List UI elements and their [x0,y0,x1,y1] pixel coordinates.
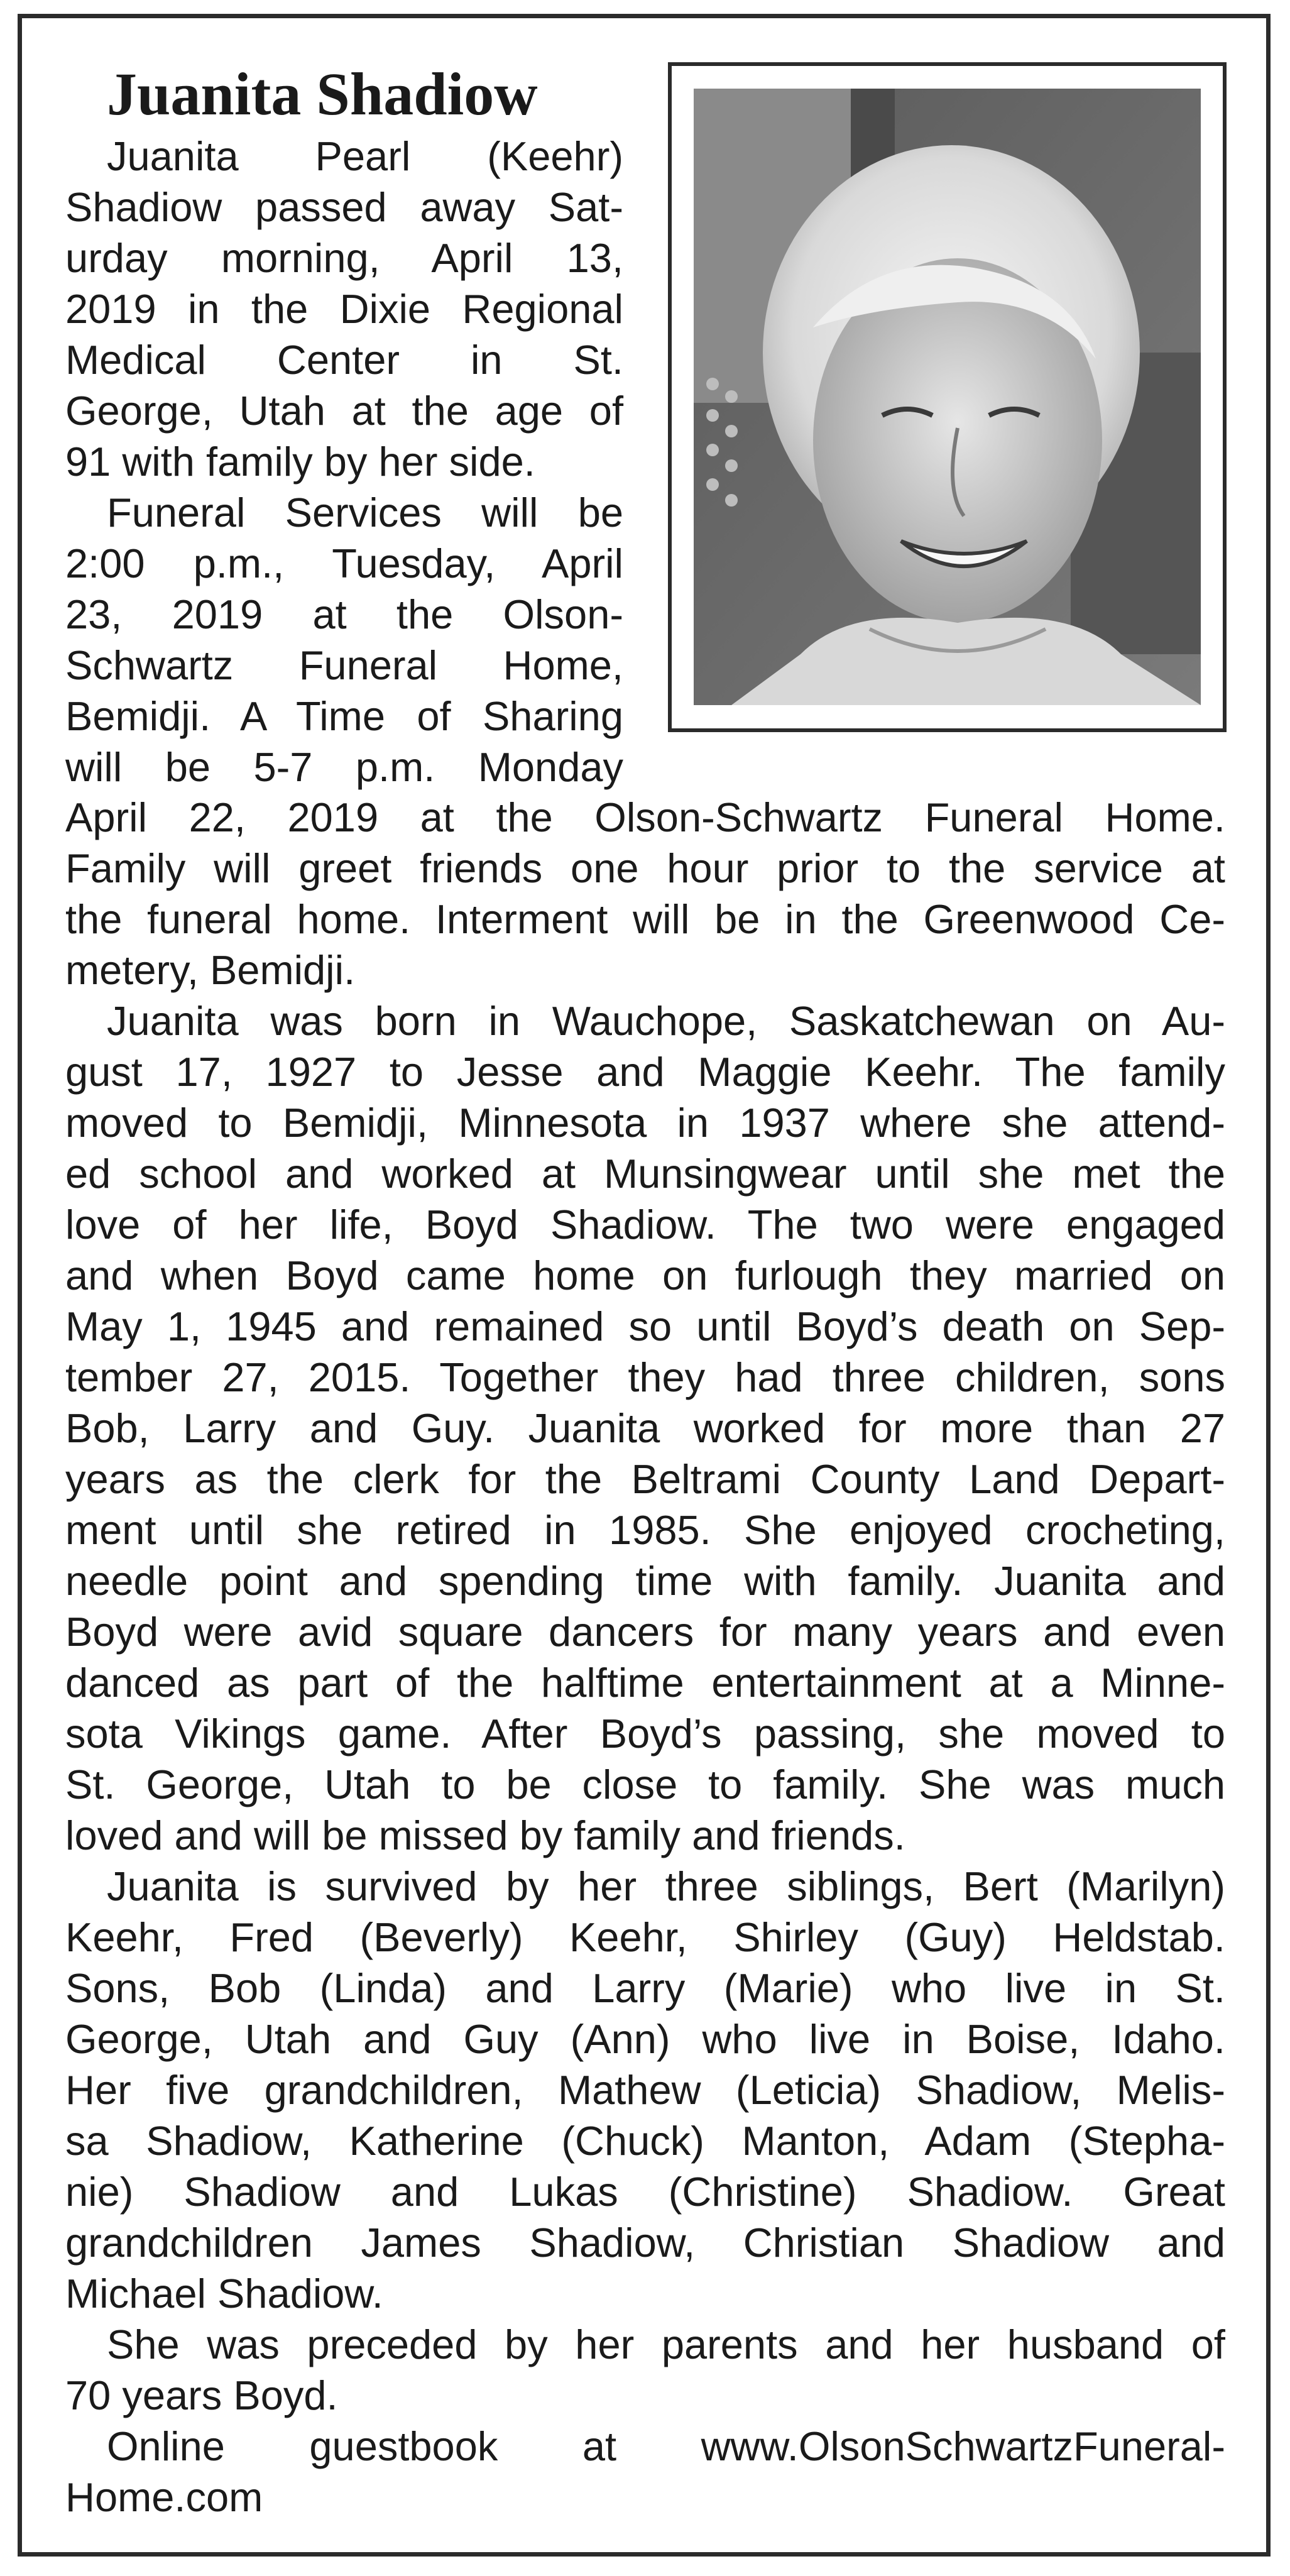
text-line: Sons, Bob (Linda) and Larry (Marie) who live in St. [65,1965,1225,2011]
text-line: Shadiow passed away Sat- [65,184,623,230]
text-line: tember 27, 2015. Together they had three children, sons [65,1354,1225,1400]
text-line: love of her life, Boyd Shadiow. The two were engaged [65,1202,1225,1247]
text-line: needle point and spending time with family. Juanita and [65,1558,1225,1604]
text-line: ed school and worked at Munsingwear until she met the [65,1151,1225,1197]
text-line: 91 with family by her side. [65,439,535,485]
text-line: 23, 2019 at the Olson- [65,591,623,637]
paragraph-survivors [65,1861,1225,2319]
text-line: 2:00 p.m., Tuesday, April [65,540,623,586]
paragraph-biography [65,995,1225,1861]
text-line: loved and will be missed by family and friends. [65,1812,905,1858]
text-line: Bob, Larry and Guy. Juanita worked for more than 27 [65,1405,1225,1451]
text-line: Juanita is survived by her three siblings, Bert (Marilyn) [107,1863,1225,1909]
paragraph-death-notice [65,131,623,487]
text-line: sota Vikings game. After Boyd’s passing, she moved to [65,1711,1225,1757]
obituary-title: Juanita Shadiow [107,60,538,128]
obituary-narrow-column [65,131,623,792]
text-line: Funeral Services will be [107,490,623,535]
paragraph-services-part-2 [65,792,1225,995]
text-line: ment until she retired in 1985. She enjoyed crocheting, [65,1507,1225,1553]
text-line: Medical Center in St. [65,337,623,383]
text-line: Boyd were avid square dancers for many years and even [65,1609,1225,1655]
paragraph-guestbook [65,2421,1225,2523]
text-line: Her five grandchildren, Mathew (Leticia) Shadiow, Melis- [65,2067,1225,2113]
photo-frame [668,62,1227,732]
portrait-photo [694,89,1201,705]
text-line: Bemidji. A Time of Sharing [65,693,623,739]
text-line: Michael Shadiow. [65,2271,383,2316]
paragraph-preceded [65,2319,1225,2421]
text-line: George, Utah and Guy (Ann) who live in Boise, Idaho. [65,2016,1225,2062]
guestbook-text: Online guestbook at www.OlsonSchwartzFuneral- [107,2423,1225,2469]
text-line: will be 5-7 p.m. Monday [65,744,623,790]
text-line: the funeral home. Interment will be in the Greenwood Ce- [65,896,1225,942]
text-line: and when Boyd came home on furlough they married on [65,1252,1225,1298]
text-line: Schwartz Funeral Home, [65,642,623,688]
text-line: urday morning, April 13, [65,235,623,281]
text-line: She was preceded by her parents and her husband of [107,2321,1225,2367]
text-line: years as the clerk for the Beltrami County Land Depart- [65,1456,1225,1502]
text-line: gust 17, 1927 to Jesse and Maggie Keehr. The family [65,1049,1225,1095]
text-line: Keehr, Fred (Beverly) Keehr, Shirley (Guy) Heldstab. [65,1914,1225,1960]
text-line: Juanita was born in Wauchope, Saskatchewan on Au- [107,998,1225,1044]
text-line: Family will greet friends one hour prior to the service at [65,845,1225,891]
text-line: sa Shadiow, Katherine (Chuck) Manton, Adam (Stepha- [65,2118,1225,2164]
guestbook-text: Home.com [65,2474,263,2520]
text-line: St. George, Utah to be close to family. She was much [65,1762,1225,1807]
text-line: May 1, 1945 and remained so until Boyd’s death on Sep- [65,1303,1225,1349]
text-line: nie) Shadiow and Lukas (Christine) Shadiow. Great [65,2169,1225,2215]
text-line: danced as part of the halftime entertainment at a Minne- [65,1660,1225,1706]
portrait-image [694,89,1201,705]
text-line: metery, Bemidji. [65,947,356,993]
text-line: Juanita Pearl (Keehr) [107,133,623,179]
text-line: moved to Bemidji, Minnesota in 1937 where she attend- [65,1100,1225,1146]
text-line: April 22, 2019 at the Olson-Schwartz Funeral Home. [65,794,1225,840]
text-line: 2019 in the Dixie Regional [65,286,623,332]
text-line: grandchildren James Shadiow, Christian Shadiow and [65,2220,1225,2266]
text-line: George, Utah at the age of [65,388,623,434]
obituary-wide-column [65,792,1225,2523]
text-line: 70 years Boyd. [65,2372,338,2418]
paragraph-services-part-1 [65,487,623,792]
